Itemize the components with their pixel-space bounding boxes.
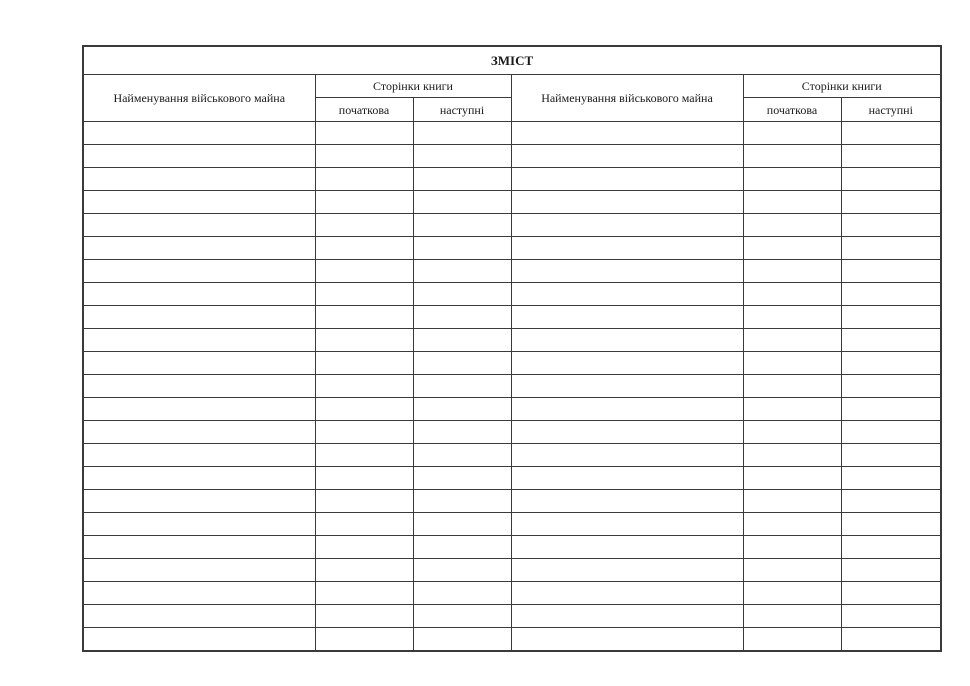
- left-next-pages-cell[interactable]: [413, 283, 511, 306]
- header-row-top: [83, 75, 941, 98]
- table-row: [83, 444, 941, 467]
- right-name-cell[interactable]: [511, 467, 743, 490]
- right-initial-page-cell[interactable]: [743, 283, 841, 306]
- right-initial-page-cell[interactable]: [743, 582, 841, 605]
- right-next-pages-cell[interactable]: [841, 605, 941, 628]
- right-initial-page-cell[interactable]: [743, 214, 841, 237]
- left-next-pages-cell[interactable]: [413, 628, 511, 652]
- left-name-cell[interactable]: [83, 237, 315, 260]
- left-name-cell[interactable]: [83, 306, 315, 329]
- right-initial-page-cell[interactable]: [743, 513, 841, 536]
- right-name-cell[interactable]: [511, 352, 743, 375]
- left-initial-page-cell[interactable]: [315, 306, 413, 329]
- right-initial-page-cell[interactable]: [743, 467, 841, 490]
- left-name-cell[interactable]: [83, 375, 315, 398]
- left-name-header: Найменування військового майна: [83, 75, 315, 122]
- right-initial-page-cell[interactable]: [743, 605, 841, 628]
- right-name-cell[interactable]: [511, 559, 743, 582]
- right-name-cell[interactable]: [511, 490, 743, 513]
- table-row: [83, 513, 941, 536]
- table-row: [83, 605, 941, 628]
- right-next-pages-cell[interactable]: [841, 191, 941, 214]
- right-initial-page-cell[interactable]: [743, 191, 841, 214]
- left-name-cell[interactable]: [83, 582, 315, 605]
- table-row: [83, 237, 941, 260]
- left-name-cell[interactable]: [83, 444, 315, 467]
- left-next-pages-cell[interactable]: [413, 559, 511, 582]
- table-row: [83, 398, 941, 421]
- right-name-cell[interactable]: [511, 582, 743, 605]
- left-name-cell[interactable]: [83, 421, 315, 444]
- right-initial-page-cell[interactable]: [743, 168, 841, 191]
- left-initial-page-cell[interactable]: [315, 605, 413, 628]
- left-name-cell[interactable]: [83, 168, 315, 191]
- right-name-cell[interactable]: [511, 283, 743, 306]
- left-initial-page-cell[interactable]: [315, 352, 413, 375]
- right-name-cell[interactable]: [511, 329, 743, 352]
- right-name-cell[interactable]: [511, 191, 743, 214]
- left-initial-page-cell[interactable]: [315, 214, 413, 237]
- right-initial-page-cell[interactable]: [743, 352, 841, 375]
- left-initial-page-header: початкова: [315, 98, 413, 122]
- right-next-pages-cell[interactable]: [841, 582, 941, 605]
- left-name-cell[interactable]: [83, 467, 315, 490]
- right-next-pages-cell[interactable]: [841, 444, 941, 467]
- right-initial-page-cell[interactable]: [743, 559, 841, 582]
- left-next-pages-cell[interactable]: [413, 352, 511, 375]
- left-next-pages-cell[interactable]: [413, 122, 511, 145]
- left-initial-page-cell[interactable]: [315, 628, 413, 652]
- left-initial-page-cell[interactable]: [315, 145, 413, 168]
- right-name-cell[interactable]: [511, 122, 743, 145]
- left-next-pages-cell[interactable]: [413, 237, 511, 260]
- left-initial-page-cell[interactable]: [315, 490, 413, 513]
- left-next-pages-cell[interactable]: [413, 444, 511, 467]
- left-next-pages-cell[interactable]: [413, 145, 511, 168]
- right-name-cell[interactable]: [511, 260, 743, 283]
- table-row: [83, 145, 941, 168]
- table-row: [83, 260, 941, 283]
- right-name-cell[interactable]: [511, 444, 743, 467]
- right-pages-header: Сторінки книги: [743, 75, 941, 98]
- right-next-pages-cell[interactable]: [841, 145, 941, 168]
- table-row: [83, 467, 941, 490]
- left-next-pages-header: наступні: [413, 98, 511, 122]
- right-name-cell[interactable]: [511, 145, 743, 168]
- left-initial-page-cell[interactable]: [315, 582, 413, 605]
- right-next-pages-cell[interactable]: [841, 398, 941, 421]
- right-next-pages-cell[interactable]: [841, 628, 941, 652]
- left-name-cell[interactable]: [83, 145, 315, 168]
- right-next-pages-cell[interactable]: [841, 536, 941, 559]
- left-next-pages-cell[interactable]: [413, 260, 511, 283]
- left-initial-page-cell[interactable]: [315, 559, 413, 582]
- right-next-pages-cell[interactable]: [841, 375, 941, 398]
- left-name-cell[interactable]: [83, 122, 315, 145]
- right-next-pages-cell[interactable]: [841, 283, 941, 306]
- table-row: [83, 628, 941, 652]
- right-initial-page-cell[interactable]: [743, 145, 841, 168]
- left-initial-page-cell[interactable]: [315, 536, 413, 559]
- table-row: [83, 122, 941, 145]
- left-initial-page-cell[interactable]: [315, 191, 413, 214]
- right-initial-page-cell[interactable]: [743, 444, 841, 467]
- left-name-cell[interactable]: [83, 352, 315, 375]
- left-name-cell[interactable]: [83, 490, 315, 513]
- right-name-cell[interactable]: [511, 628, 743, 652]
- left-next-pages-cell[interactable]: [413, 398, 511, 421]
- right-name-cell[interactable]: [511, 214, 743, 237]
- left-next-pages-cell[interactable]: [413, 329, 511, 352]
- left-name-cell[interactable]: [83, 398, 315, 421]
- right-name-cell[interactable]: [511, 306, 743, 329]
- left-name-cell[interactable]: [83, 559, 315, 582]
- right-initial-page-cell[interactable]: [743, 260, 841, 283]
- left-next-pages-cell[interactable]: [413, 582, 511, 605]
- right-initial-page-cell[interactable]: [743, 536, 841, 559]
- left-next-pages-cell[interactable]: [413, 536, 511, 559]
- right-initial-page-cell[interactable]: [743, 628, 841, 652]
- left-initial-page-cell[interactable]: [315, 513, 413, 536]
- right-initial-page-cell[interactable]: [743, 398, 841, 421]
- right-initial-page-cell[interactable]: [743, 490, 841, 513]
- left-initial-page-cell[interactable]: [315, 122, 413, 145]
- left-initial-page-cell[interactable]: [315, 421, 413, 444]
- right-name-cell[interactable]: [511, 237, 743, 260]
- left-initial-page-cell[interactable]: [315, 237, 413, 260]
- left-next-pages-cell[interactable]: [413, 214, 511, 237]
- table-row: [83, 490, 941, 513]
- table-row: [83, 375, 941, 398]
- right-name-header: Найменування військового майна: [511, 75, 743, 122]
- right-initial-page-header: початкова: [743, 98, 841, 122]
- right-name-cell[interactable]: [511, 605, 743, 628]
- left-name-cell[interactable]: [83, 283, 315, 306]
- left-name-cell[interactable]: [83, 329, 315, 352]
- table-row: [83, 306, 941, 329]
- left-next-pages-cell[interactable]: [413, 168, 511, 191]
- left-name-cell[interactable]: [83, 191, 315, 214]
- right-name-cell[interactable]: [511, 398, 743, 421]
- right-initial-page-cell[interactable]: [743, 375, 841, 398]
- left-name-cell[interactable]: [83, 214, 315, 237]
- left-name-cell[interactable]: [83, 513, 315, 536]
- left-initial-page-cell[interactable]: [315, 375, 413, 398]
- right-next-pages-cell[interactable]: [841, 467, 941, 490]
- table-row: [83, 329, 941, 352]
- right-name-cell[interactable]: [511, 536, 743, 559]
- right-next-pages-cell[interactable]: [841, 122, 941, 145]
- contents-table: [82, 45, 942, 652]
- table-row: [83, 421, 941, 444]
- right-next-pages-cell[interactable]: [841, 237, 941, 260]
- table-row: [83, 582, 941, 605]
- left-next-pages-cell[interactable]: [413, 513, 511, 536]
- right-initial-page-cell[interactable]: [743, 122, 841, 145]
- left-next-pages-cell[interactable]: [413, 467, 511, 490]
- table-row: [83, 168, 941, 191]
- page-title: ЗМІСТ: [83, 46, 941, 75]
- table-row: [83, 559, 941, 582]
- left-name-cell[interactable]: [83, 260, 315, 283]
- left-name-cell[interactable]: [83, 536, 315, 559]
- right-initial-page-cell[interactable]: [743, 237, 841, 260]
- left-initial-page-cell[interactable]: [315, 467, 413, 490]
- left-next-pages-cell[interactable]: [413, 421, 511, 444]
- table-row: [83, 536, 941, 559]
- right-next-pages-cell[interactable]: [841, 260, 941, 283]
- right-initial-page-cell[interactable]: [743, 329, 841, 352]
- title-row: [83, 46, 941, 75]
- right-next-pages-cell[interactable]: [841, 490, 941, 513]
- right-next-pages-cell[interactable]: [841, 168, 941, 191]
- right-name-cell[interactable]: [511, 513, 743, 536]
- left-name-cell[interactable]: [83, 605, 315, 628]
- right-next-pages-cell[interactable]: [841, 559, 941, 582]
- left-name-cell[interactable]: [83, 628, 315, 652]
- left-initial-page-cell[interactable]: [315, 444, 413, 467]
- right-name-cell[interactable]: [511, 375, 743, 398]
- right-initial-page-cell[interactable]: [743, 421, 841, 444]
- right-initial-page-cell[interactable]: [743, 306, 841, 329]
- left-initial-page-cell[interactable]: [315, 398, 413, 421]
- left-next-pages-cell[interactable]: [413, 605, 511, 628]
- right-next-pages-cell[interactable]: [841, 421, 941, 444]
- table-row: [83, 214, 941, 237]
- table-row: [83, 283, 941, 306]
- right-next-pages-cell[interactable]: [841, 352, 941, 375]
- left-next-pages-cell[interactable]: [413, 306, 511, 329]
- right-next-pages-header: наступні: [841, 98, 941, 122]
- table-row: [83, 352, 941, 375]
- left-initial-page-cell[interactable]: [315, 283, 413, 306]
- left-initial-page-cell[interactable]: [315, 168, 413, 191]
- right-name-cell[interactable]: [511, 421, 743, 444]
- right-next-pages-cell[interactable]: [841, 329, 941, 352]
- left-next-pages-cell[interactable]: [413, 191, 511, 214]
- left-initial-page-cell[interactable]: [315, 329, 413, 352]
- left-pages-header: Сторінки книги: [315, 75, 511, 98]
- left-next-pages-cell[interactable]: [413, 490, 511, 513]
- left-next-pages-cell[interactable]: [413, 375, 511, 398]
- right-next-pages-cell[interactable]: [841, 214, 941, 237]
- left-initial-page-cell[interactable]: [315, 260, 413, 283]
- right-next-pages-cell[interactable]: [841, 306, 941, 329]
- right-name-cell[interactable]: [511, 168, 743, 191]
- table-row: [83, 191, 941, 214]
- table-body: [83, 46, 941, 651]
- right-next-pages-cell[interactable]: [841, 513, 941, 536]
